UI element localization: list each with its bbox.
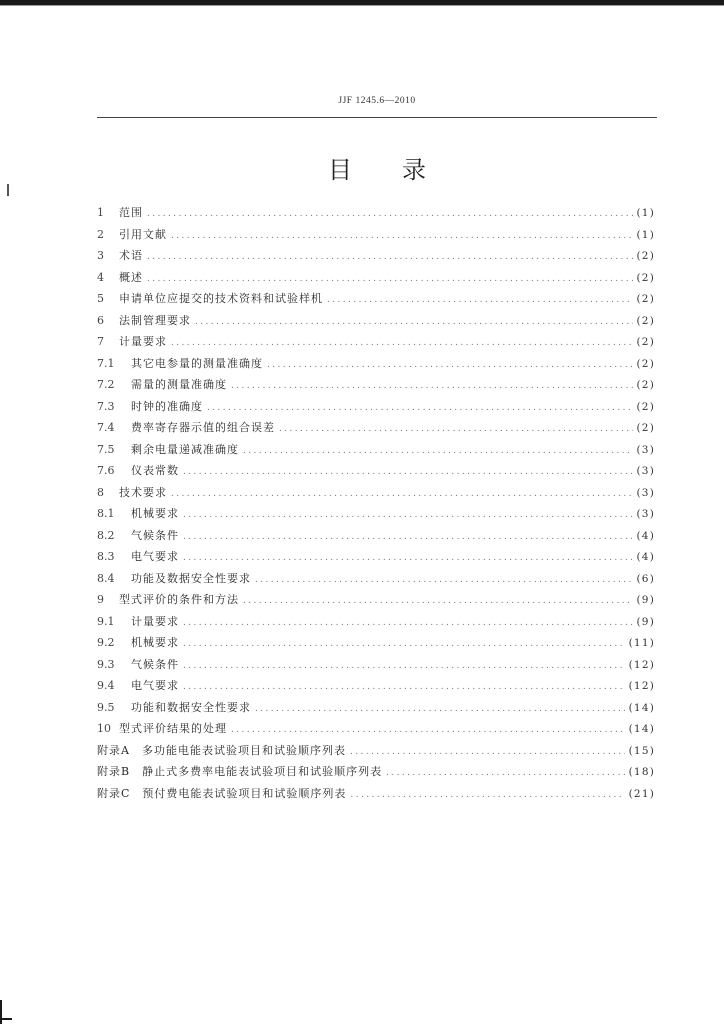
header-rule	[97, 117, 657, 118]
toc-entry[interactable]	[97, 374, 655, 396]
toc-entry-label: 附录A 多功能电能表试验项目和试验顺序列表	[97, 743, 346, 757]
toc-entry-number: 7	[97, 335, 104, 348]
toc-leader-dots	[147, 269, 633, 291]
toc-entry[interactable]	[97, 202, 655, 224]
toc-entry-label: 申请单位应提交的技术资料和试验样机	[119, 292, 323, 305]
toc-entry-label: 电气要求	[131, 550, 179, 563]
toc-entry-page: (11)	[628, 637, 655, 649]
toc-entry-label: 计量要求	[119, 335, 167, 348]
toc-entry[interactable]	[97, 288, 655, 310]
toc-leader-dots	[147, 204, 633, 226]
toc-entry[interactable]	[97, 353, 655, 375]
toc-leader-dots	[171, 484, 633, 506]
toc-leader-dots	[255, 570, 633, 592]
toc-entry-page: (2)	[636, 250, 655, 262]
toc-leader-dots	[183, 677, 625, 699]
toc-entry-number: 9	[97, 593, 104, 606]
toc-leader-dots	[183, 613, 633, 635]
toc-entry-label: 功能和数据安全性要求	[131, 700, 251, 714]
toc-entry[interactable]	[97, 267, 655, 289]
toc-entry-label: 需量的测量准确度	[131, 378, 227, 391]
toc-leader-dots	[386, 763, 625, 785]
toc-entry-page: (3)	[636, 486, 655, 499]
toc-leader-dots	[231, 720, 625, 742]
toc-entry-label: 仪表常数	[131, 464, 179, 477]
toc-leader-dots	[195, 312, 633, 334]
toc-entry-page: (12)	[628, 658, 655, 671]
toc-entry-page: (2)	[636, 379, 655, 391]
toc-entry-number: 6	[97, 313, 104, 327]
toc-entry-label: 型式评价结果的处理	[119, 722, 227, 735]
toc-leader-dots	[350, 785, 624, 807]
toc-entry-page: (6)	[636, 572, 655, 585]
toc-entry-page: (3)	[636, 465, 655, 477]
toc-entry-number: 9.5	[97, 700, 115, 714]
toc-entry[interactable]	[97, 654, 655, 676]
margin-mark	[7, 184, 9, 196]
toc-entry-page: (15)	[628, 744, 655, 757]
toc-entry-page: (2)	[636, 314, 655, 327]
toc-leader-dots	[279, 419, 633, 441]
toc-entry-label: 费率寄存器示值的组合误差	[131, 421, 275, 434]
toc-entry-label: 机械要求	[131, 507, 179, 520]
toc-leader-dots	[327, 290, 633, 312]
toc-leader-dots	[207, 398, 633, 420]
toc-entry[interactable]	[97, 482, 655, 504]
toc-leader-dots	[243, 591, 633, 613]
toc-entry-page: (3)	[636, 508, 655, 520]
toc-entry-number: 8	[97, 485, 104, 499]
toc-entry-label: 机械要求	[131, 636, 179, 649]
toc-entry-page: (2)	[636, 293, 655, 305]
toc-entry[interactable]	[97, 632, 655, 654]
toc-entry[interactable]	[97, 460, 655, 482]
toc-entry-page: (21)	[628, 787, 655, 800]
toc-entry-page: (1)	[636, 228, 655, 241]
toc-entry-label: 范围	[119, 206, 143, 219]
toc-entry-number: 4	[97, 270, 104, 284]
toc-entry-page: (18)	[628, 766, 655, 778]
toc-leader-dots	[183, 505, 633, 527]
toc-leader-dots	[171, 333, 633, 355]
toc-entry-page: (14)	[628, 723, 655, 735]
toc-entry-page: (9)	[636, 594, 655, 606]
toc-leader-dots	[350, 742, 625, 764]
toc-entry-page: (2)	[636, 422, 655, 434]
toc-leader-dots	[243, 441, 633, 463]
toc-entry-label: 术语	[119, 249, 143, 262]
toc-entry-label: 型式评价的条件和方法	[119, 593, 239, 606]
toc-entry-label: 功能及数据安全性要求	[131, 571, 251, 585]
toc-entry-number: 8.4	[97, 571, 115, 585]
toc-leader-dots	[183, 548, 633, 570]
toc-entry-number: 8.2	[97, 528, 115, 542]
toc-entry-label: 剩余电量递减准确度	[131, 442, 239, 456]
toc-entry-page: (4)	[636, 529, 655, 542]
toc-leader-dots	[183, 462, 633, 484]
toc-entry-number: 10	[97, 722, 111, 735]
toc-entry-page: (12)	[628, 680, 655, 692]
toc-entry-number: 7.2	[97, 378, 115, 391]
toc-entry-label: 法制管理要求	[119, 313, 191, 327]
toc-entry-label: 气候条件	[131, 657, 179, 671]
toc-entry-page: (14)	[628, 701, 655, 714]
toc-entry-label: 计量要求	[131, 614, 179, 628]
toc-entry-page: (4)	[636, 551, 655, 563]
toc-entry[interactable]	[97, 675, 655, 697]
toc-leader-dots	[183, 634, 625, 656]
toc-entry[interactable]	[97, 525, 655, 547]
toc-entry-number: 9.4	[97, 679, 115, 692]
toc-entry[interactable]	[97, 224, 655, 246]
toc-entry[interactable]	[97, 331, 655, 353]
toc-entry-label: 其它电参量的测量准确度	[131, 356, 263, 370]
toc-leader-dots	[147, 247, 633, 269]
toc-entry-number: 2	[97, 227, 104, 241]
toc-entry-page: (2)	[636, 357, 655, 370]
toc-entry-label: 技术要求	[119, 485, 167, 499]
toc-entry[interactable]	[97, 546, 655, 568]
toc-entry-page: (9)	[636, 615, 655, 628]
toc-entry-page: (1)	[636, 207, 655, 219]
toc-entry-number: 7.5	[97, 442, 115, 456]
toc-entry[interactable]	[97, 568, 655, 590]
toc-entry-label: 电气要求	[131, 679, 179, 692]
page-title: 目录	[328, 156, 476, 184]
toc-leader-dots	[231, 376, 633, 398]
toc-entry[interactable]	[97, 761, 655, 783]
toc-entry-label: 附录C 预付费电能表试验项目和试验顺序列表	[97, 786, 347, 800]
toc-entry-number: 7.4	[97, 421, 115, 434]
toc-entry[interactable]	[97, 740, 655, 762]
toc-entry[interactable]	[97, 245, 655, 267]
toc-entry-label: 引用文献	[119, 227, 167, 241]
toc-entry[interactable]	[97, 589, 655, 611]
toc-leader-dots	[183, 656, 625, 678]
toc-entry-number: 7.1	[97, 356, 115, 370]
toc-entry-label: 时钟的准确度	[131, 399, 203, 413]
toc-entry[interactable]	[97, 417, 655, 439]
toc-leader-dots	[255, 699, 625, 721]
scan-edge-bottom-left-tick	[2, 1018, 12, 1020]
toc-entry-number: 5	[97, 292, 104, 305]
toc-entry-number: 9.3	[97, 657, 115, 671]
toc-entry[interactable]	[97, 697, 655, 719]
toc-entry-label: 附录B 静止式多费率电能表试验项目和试验顺序列表	[97, 765, 383, 778]
toc-entry[interactable]	[97, 783, 655, 805]
toc-leader-dots	[171, 226, 633, 248]
scan-edge-bottom-left	[0, 1000, 2, 1024]
toc-entry-page: (2)	[636, 400, 655, 413]
toc-entry[interactable]	[97, 503, 655, 525]
toc-leader-dots	[267, 355, 633, 377]
toc-entry-page: (3)	[636, 443, 655, 456]
table-of-contents	[97, 202, 655, 804]
scan-edge-top-shadow	[0, 5, 724, 6]
toc-entry-number: 7.3	[97, 399, 115, 413]
toc-entry-page: (2)	[636, 271, 655, 284]
toc-leader-dots	[183, 527, 633, 549]
toc-entry-number: 9.1	[97, 614, 115, 628]
toc-entry[interactable]	[97, 611, 655, 633]
toc-entry-number: 1	[97, 206, 104, 219]
toc-entry-label: 气候条件	[131, 528, 179, 542]
toc-entry[interactable]	[97, 439, 655, 461]
toc-entry-label: 概述	[119, 270, 143, 284]
toc-entry-page: (2)	[636, 336, 655, 348]
toc-entry[interactable]	[97, 718, 655, 740]
standard-code-header: JJF 1245.6—2010	[338, 96, 416, 106]
toc-entry-number: 8.3	[97, 550, 115, 563]
toc-entry-number: 3	[97, 249, 104, 262]
toc-entry-number: 8.1	[97, 507, 115, 520]
toc-entry-number: 9.2	[97, 636, 115, 649]
toc-entry[interactable]	[97, 396, 655, 418]
toc-entry[interactable]	[97, 310, 655, 332]
toc-entry-number: 7.6	[97, 464, 115, 477]
